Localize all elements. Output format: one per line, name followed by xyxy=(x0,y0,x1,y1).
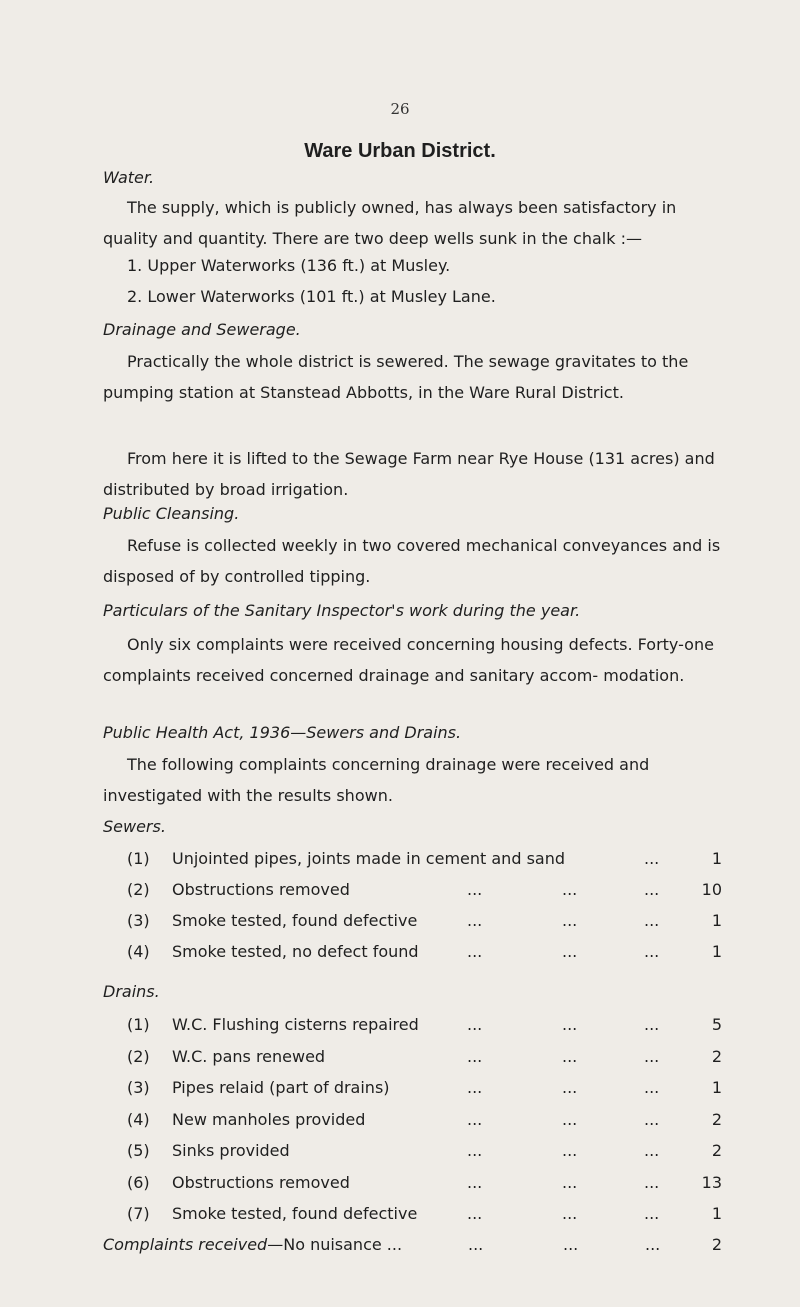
sewers-row-value: 1 xyxy=(711,849,722,868)
particulars-text xyxy=(103,629,733,691)
complaints-label: Complaints received—No nuisance ... xyxy=(103,1235,403,1254)
drains-row-label: W.C. pans renewed xyxy=(172,1046,326,1066)
cleansing-text xyxy=(103,530,733,592)
drainage-paragraph-2: From here it is lifted to the Sewage Farm near Rye House (131 acres) and distributed by broad irrigation. xyxy=(103,449,715,499)
cleansing-heading: Public Cleansing. xyxy=(103,504,240,523)
drains-row-label: New manholes provided xyxy=(172,1109,366,1129)
sewers-row: (3) Smoke tested, found defective ... ... ... 1 xyxy=(127,911,722,930)
drainage-text-1 xyxy=(103,346,733,408)
drainage-heading: Drainage and Sewerage. xyxy=(103,320,301,339)
drainage-paragraph-1: Practically the whole district is sewered. The sewage gravitates to the pumping station at Stanstead Abbotts, in the Ware Rural District. xyxy=(103,352,689,402)
page-number: 26 xyxy=(390,100,410,118)
drains-row-value: 5 xyxy=(711,1015,722,1034)
sewers-row-label: Unjointed pipes, joints made in cement and sand xyxy=(172,849,565,868)
particulars-paragraph: Only six complaints were received concerning housing defects. Forty-one complaints received concerned drainage and sanitary accom- modation. xyxy=(103,635,714,685)
water-text xyxy=(103,192,733,254)
drains-row-value: 1 xyxy=(711,1204,722,1223)
sewers-heading: Sewers. xyxy=(103,817,166,836)
drains-row-number: (3) xyxy=(127,1078,150,1097)
sewers-row-label: Obstructions removed xyxy=(172,880,350,899)
act-heading: Public Health Act, 1936—Sewers and Drains. xyxy=(103,723,462,742)
sewers-row-label: Smoke tested, no defect found xyxy=(172,942,419,961)
drains-row: (6) Obstructions removed ... ... ... 13 xyxy=(127,1172,722,1192)
sewers-row: (4) Smoke tested, no defect found ... ... ... 1 xyxy=(127,942,722,961)
water-paragraph: The supply, which is publicly owned, has always been satisfactory in quality and quantity. There are two deep wells sunk in the chalk :— xyxy=(103,198,677,248)
act-paragraph: The following complaints concerning drainage were received and investigated with the results shown. xyxy=(103,755,650,805)
sewers-row-number: (3) xyxy=(127,911,150,930)
drains-row-number: (1) xyxy=(127,1015,150,1034)
sewers-row-number: (1) xyxy=(127,849,150,868)
drains-row-value: 2 xyxy=(711,1141,722,1160)
drains-row-value: 1 xyxy=(711,1078,722,1097)
sewers-row: (1) Unjointed pipes, joints made in cement and sand ... 1 xyxy=(127,849,722,868)
sewers-row-number: (2) xyxy=(127,880,150,899)
page-title: Ware Urban District. xyxy=(304,140,496,162)
drains-row: (5) Sinks provided ... ... ... 2 xyxy=(127,1141,722,1160)
drains-row-number: (4) xyxy=(127,1109,150,1129)
drains-row-label: Sinks provided xyxy=(172,1141,290,1160)
drains-row-label: Pipes relaid (part of drains) xyxy=(172,1078,390,1097)
drains-heading: Drains. xyxy=(103,982,160,1001)
drains-row: (1) W.C. Flushing cisterns repaired ... ... ... 5 xyxy=(127,1015,722,1034)
sewers-row-value: 1 xyxy=(711,942,722,961)
drains-row: (7) Smoke tested, found defective ... ... ... 1 xyxy=(127,1204,722,1223)
drains-row-number: (5) xyxy=(127,1141,150,1160)
water-item-1: 1. Upper Waterworks (136 ft.) at Musley. xyxy=(127,256,451,275)
sewers-row-value: 10 xyxy=(701,880,722,899)
drains-row-number: (6) xyxy=(127,1172,150,1192)
drains-row: (4) New manholes provided ... ... ... 2 xyxy=(127,1109,722,1129)
sewers-row-label: Smoke tested, found defective xyxy=(172,911,418,930)
water-heading: Water. xyxy=(103,168,155,187)
drains-row-label: Smoke tested, found defective xyxy=(172,1204,418,1223)
act-text xyxy=(103,749,733,811)
complaints-row: Complaints received—No nuisance ... ... ... ... 2 xyxy=(103,1235,722,1254)
sewers-row-value: 1 xyxy=(711,911,722,930)
complaints-value: 2 xyxy=(711,1235,722,1254)
cleansing-paragraph: Refuse is collected weekly in two covered mechanical conveyances and is disposed of by controlled tipping. xyxy=(103,536,721,586)
sewers-row: (2) Obstructions removed ... ... ... 10 xyxy=(127,880,722,899)
complaints-label-rest: —No nuisance xyxy=(267,1235,382,1254)
complaints-label-italic: Complaints received xyxy=(103,1235,268,1254)
drainage-text-2 xyxy=(103,443,733,505)
drains-row-value: 2 xyxy=(711,1109,722,1129)
particulars-heading: Particulars of the Sanitary Inspector's work during the year. xyxy=(103,601,581,620)
water-item-2: 2. Lower Waterworks (101 ft.) at Musley Lane. xyxy=(127,287,496,306)
drains-row-label: W.C. Flushing cisterns repaired xyxy=(172,1015,419,1034)
drains-row-number: (2) xyxy=(127,1046,150,1066)
drains-row-value: 2 xyxy=(711,1046,722,1066)
drains-row: (2) W.C. pans renewed ... ... ... 2 xyxy=(127,1046,722,1066)
drains-row-label: Obstructions removed xyxy=(172,1172,350,1192)
drains-row-value: 13 xyxy=(701,1172,722,1192)
drains-row: (3) Pipes relaid (part of drains) ... ... ... 1 xyxy=(127,1078,722,1097)
sewers-row-number: (4) xyxy=(127,942,150,961)
drains-row-number: (7) xyxy=(127,1204,150,1223)
